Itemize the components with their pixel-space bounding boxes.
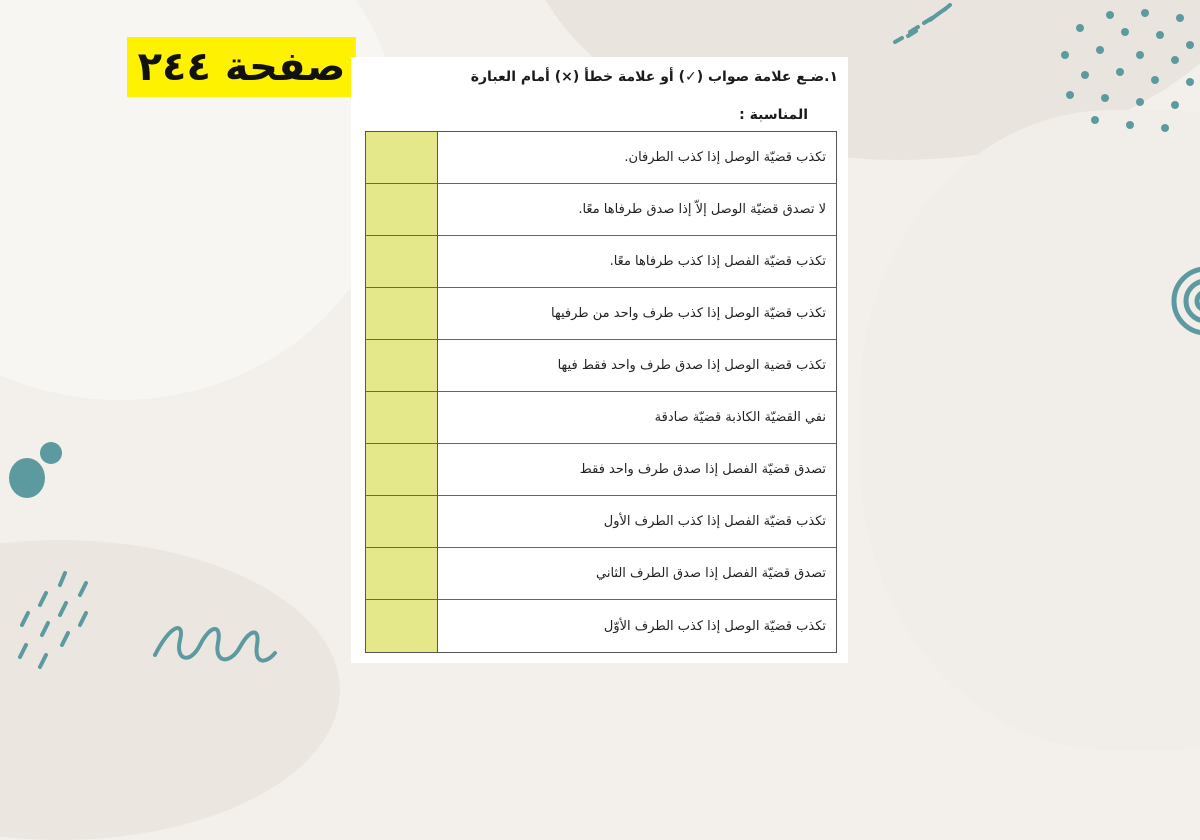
statement-text: تكذب قضية الوصل إذا صدق طرف واحد فقط فيها bbox=[557, 358, 826, 373]
answer-cell[interactable] bbox=[366, 600, 438, 652]
statement-text: تكذب قضيّة الوصل إذا كذب طرف واحد من طرفيها bbox=[551, 306, 826, 321]
worksheet bbox=[351, 57, 848, 663]
table-row bbox=[366, 548, 836, 600]
instruction-line: ١.ضـع علامة صواب (✓) أو علامة خطأ (×) أمام العبارة bbox=[470, 69, 838, 85]
statement-text: تصدق قضيّة الفصل إذا صدق الطرف الثاني bbox=[595, 566, 826, 581]
answer-cell[interactable] bbox=[366, 340, 438, 391]
table-row bbox=[366, 340, 836, 392]
answer-cell[interactable] bbox=[366, 496, 438, 547]
table-row bbox=[366, 236, 836, 288]
answer-cell[interactable] bbox=[366, 444, 438, 495]
statement-text: تكذب قضيّة الوصل إذا كذب الطرف الأوّل bbox=[603, 618, 826, 634]
statement-text: نفي القضيّة الكاذبة قضيّة صادقة bbox=[654, 410, 826, 425]
answer-cell[interactable] bbox=[366, 392, 438, 443]
table-row bbox=[366, 132, 836, 184]
background-blob bbox=[860, 110, 1200, 750]
statement-text: تكذب قضيّة الفصل إذا كذب الطرف الأول bbox=[603, 514, 826, 529]
decorative-dashes bbox=[890, 0, 960, 50]
table-row bbox=[366, 444, 836, 496]
table-row bbox=[366, 184, 836, 236]
table-row bbox=[366, 288, 836, 340]
statements-table bbox=[365, 131, 837, 653]
decorative-dashes bbox=[10, 565, 100, 675]
page-number-label: صفحة ٢٤٤ bbox=[127, 37, 356, 97]
answer-cell[interactable] bbox=[366, 236, 438, 287]
statement-text: تكذب قضيّة الفصل إذا كذب طرفاها معًا. bbox=[609, 254, 826, 269]
table-row bbox=[366, 392, 836, 444]
answer-cell[interactable] bbox=[366, 288, 438, 339]
answer-cell[interactable] bbox=[366, 548, 438, 599]
instruction-line: المناسبة : bbox=[739, 107, 808, 123]
statement-text: لا تصدق قضيّة الوصل إلاّ إذا صدق طرفاها معًا. bbox=[578, 202, 826, 217]
decorative-dots bbox=[1050, 10, 1200, 140]
statement-text: تكذب قضيّة الوصل إذا كذب الطرفان. bbox=[624, 150, 826, 165]
decorative-spiral bbox=[1168, 265, 1200, 345]
statement-text: تصدق قضيّة الفصل إذا صدق طرف واحد فقط bbox=[579, 462, 826, 477]
answer-cell[interactable] bbox=[366, 184, 438, 235]
decorative-loops bbox=[150, 615, 280, 670]
table-row bbox=[366, 496, 836, 548]
table-row bbox=[366, 600, 836, 652]
answer-cell[interactable] bbox=[366, 132, 438, 183]
decorative-blob bbox=[5, 440, 65, 500]
